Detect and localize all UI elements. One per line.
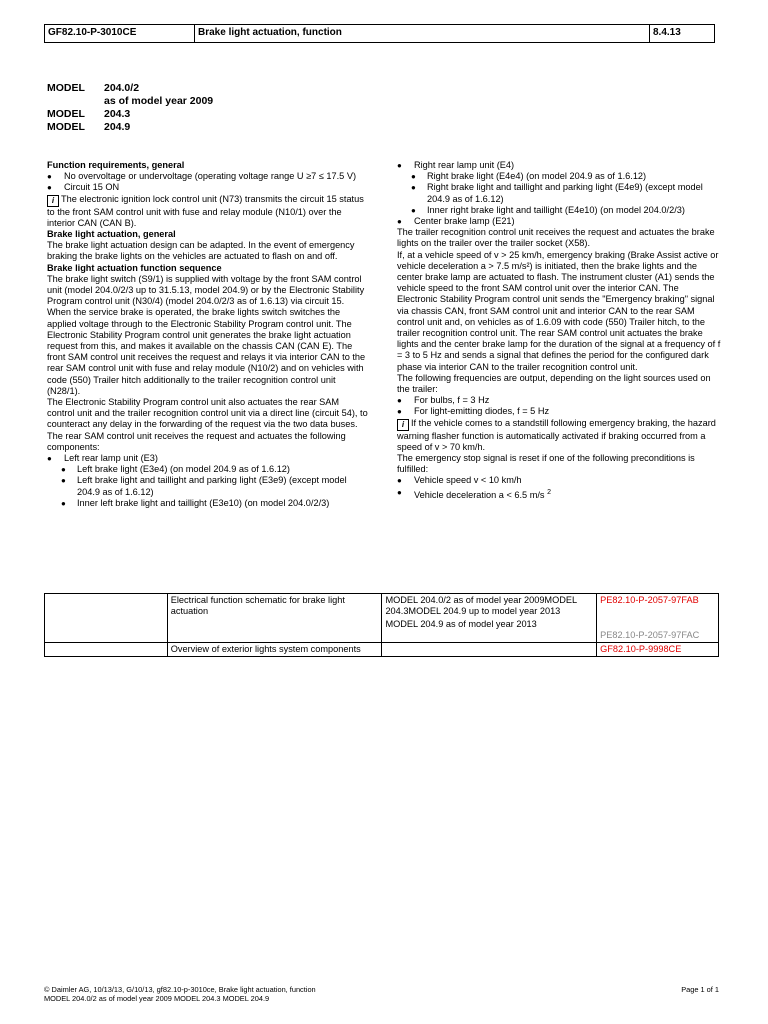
paragraph: The rear SAM control unit receives the request and actuates the following components: [47, 430, 346, 452]
table-cell [597, 643, 719, 657]
list-item: ● Vehicle deceleration a < 6.5 m/s $^2$ [397, 487, 721, 501]
table-cell [382, 643, 597, 657]
table-cell [597, 594, 719, 643]
info-icon: i [397, 419, 409, 431]
paragraph: The brake light actuation design can be adapted. In the event of emergency braking the brake lights on the vehicles are actuated to flash on and off. [47, 240, 355, 262]
list-item: ● Left brake light (E3e4) (on model 204.9 as of 1.6.12) [47, 464, 369, 475]
list-item: ● For bulbs, f = 3 Hz [397, 395, 721, 406]
reference-link[interactable]: PE82.10-P-2057-97FAB [600, 595, 699, 605]
list-item: ● Right brake light and taillight and parking light (E4e9) (except model 204.9 as of 1.6.12) [397, 182, 721, 204]
footer-copyright: © Daimler AG, 10/13/13, G/10/13, gf82.10-p-3010ce, Brake light actuation, function [44, 985, 316, 994]
heading-function-requirements: Function requirements, general [47, 160, 185, 170]
heading-function-sequence: Brake light actuation function sequence [47, 262, 222, 273]
footer [44, 985, 719, 1003]
model-row: MODEL 204.0/2 [47, 82, 140, 94]
list-item: ● For light-emitting diodes, f = 5 Hz [397, 406, 721, 417]
info-icon: i [47, 195, 59, 207]
paragraph: The brake light switch (S9/1) is supplied with voltage by the front SAM control unit (model 204.0/2/3 up to 31.5.13, model 204.9) or by the Electronic Stability Program control unit (N30/4) (model 204.0/2/3 as of 1.6.13) via circuit 15. When the service brake is operated, the brake lights switch switches the applied voltage through to the Electronic Stability Program control unit. The Electronic Stability Program control unit generates the brake light actuation request from this, and makes it available on the chassis CAN (CAN E). The front SAM control unit receives the request and relays it via interior CAN to the rear SAM control unit with fuse and relay module (N10/2) and on vehicles with code (550) Trailer hitch additionally to the trailer recognition control unit (N28/1). [47, 273, 366, 396]
list-item: ● Left brake light and taillight and parking light (E3e9) (except model 204.9 as of 1.6.12) [47, 475, 369, 497]
table-cell: Electrical function schematic for brake light actuation [167, 594, 382, 643]
paragraph: The emergency stop signal is reset if one of the following preconditions is fulfilled: [397, 453, 695, 475]
list-item: ● Left rear lamp unit (E3) [47, 453, 369, 464]
info-note: i If the vehicle comes to a standstill following emergency braking, the hazard warning flasher function is automatically activated if braking occurred from a speed of v > 70 km/h. [397, 417, 716, 452]
header-table [44, 24, 715, 43]
list-item: ● No overvoltage or undervoltage (operating voltage range U ≥7 ≤ 17.5 V) [47, 171, 369, 182]
model-list [47, 82, 213, 134]
table-row [45, 594, 719, 643]
table-cell [45, 643, 168, 657]
doc-version: 8.4.13 [653, 27, 681, 38]
list-item: ● Inner right brake light and taillight (E4e10) (on model 204.0/2/3) [397, 205, 721, 216]
reference-link[interactable]: GF82.10-P-9998CE [600, 644, 682, 654]
right-column [397, 160, 721, 501]
doc-title: Brake light actuation, function [195, 25, 650, 42]
list-item: ● Vehicle speed v < 10 km/h [397, 475, 721, 486]
list-item: ● Right brake light (E4e4) (on model 204.9 as of 1.6.12) [397, 171, 721, 182]
list-item: ● Circuit 15 ON [47, 182, 369, 193]
paragraph: The following frequencies are output, depending on the light sources used on the trailer: [397, 372, 711, 395]
list-item: ● Inner left brake light and taillight (E3e10) (on model 204.0/2/3) [47, 498, 369, 509]
left-column [47, 160, 369, 509]
table-cell [45, 594, 168, 643]
table-cell: MODEL 204.0/2 as of model year 2009MODEL 204.3MODEL 204.9 up to model year 2013 MODEL 204.9 as of model year 2013 [382, 594, 597, 643]
model-row: MODEL 204.3 [47, 108, 131, 120]
table-cell: Overview of exterior lights system components [167, 643, 382, 657]
list-item: ● Right rear lamp unit (E4) [397, 160, 721, 171]
paragraph: The Electronic Stability Program control unit also actuates the rear SAM control unit and the trailer recognition control unit via a direct line (circuit 54), to counteract any delay in the forwarding of the request via the two data buses. [47, 397, 368, 430]
info-note: i The electronic ignition lock control unit (N73) transmits the circuit 15 status to the front SAM control unit with fuse and relay module (N10/1) over the interior CAN (CAN B). [47, 193, 364, 228]
paragraph: The trailer recognition control unit receives the request and actuates the brake lights on the trailer over the trailer socket (X58). [397, 227, 715, 249]
heading-actuation-general: Brake light actuation, general [47, 229, 176, 240]
doc-id: GF82.10-P-3010CE [45, 25, 195, 42]
model-row: as of model year 2009 [104, 95, 214, 107]
reference-table [44, 593, 719, 657]
reference-link[interactable]: PE82.10-P-2057-97FAC [600, 630, 700, 640]
footer-models: MODEL 204.0/2 as of model year 2009 MODEL 204.3 MODEL 204.9 [44, 994, 270, 1003]
table-row [45, 643, 719, 657]
list-item: ● Center brake lamp (E21) [397, 216, 721, 227]
model-row: MODEL 204.9 [47, 121, 131, 133]
page-number: Page 1 of 1 [681, 985, 719, 994]
paragraph: If, at a vehicle speed of v > 25 km/h, emergency braking (Brake Assist active or vehicle deceleration a > 7.5 m/s²) is initiated, then the brake lights and the center brake lamp are actuated to flash. The instrument cluster (A1) sends the vehicle speed to the front SAM control unit over the interior CAN. The Electronic Stability Program control unit sends the "Emergency braking" signal via chassis CAN, front SAM control unit and interior CAN to the rear SAM control unit and, on vehicles as of 1.6.09 with code (550) Trailer hitch, to the trailer recognition control unit. The rear SAM control unit actuates the brake lights and the center brake lamp for the duration of the signal at a frequency of f = 3 to 5 Hz and sends a signal that defines the period for the configured dark phase via interior CAN to the trailer recognition control unit. [397, 249, 721, 372]
